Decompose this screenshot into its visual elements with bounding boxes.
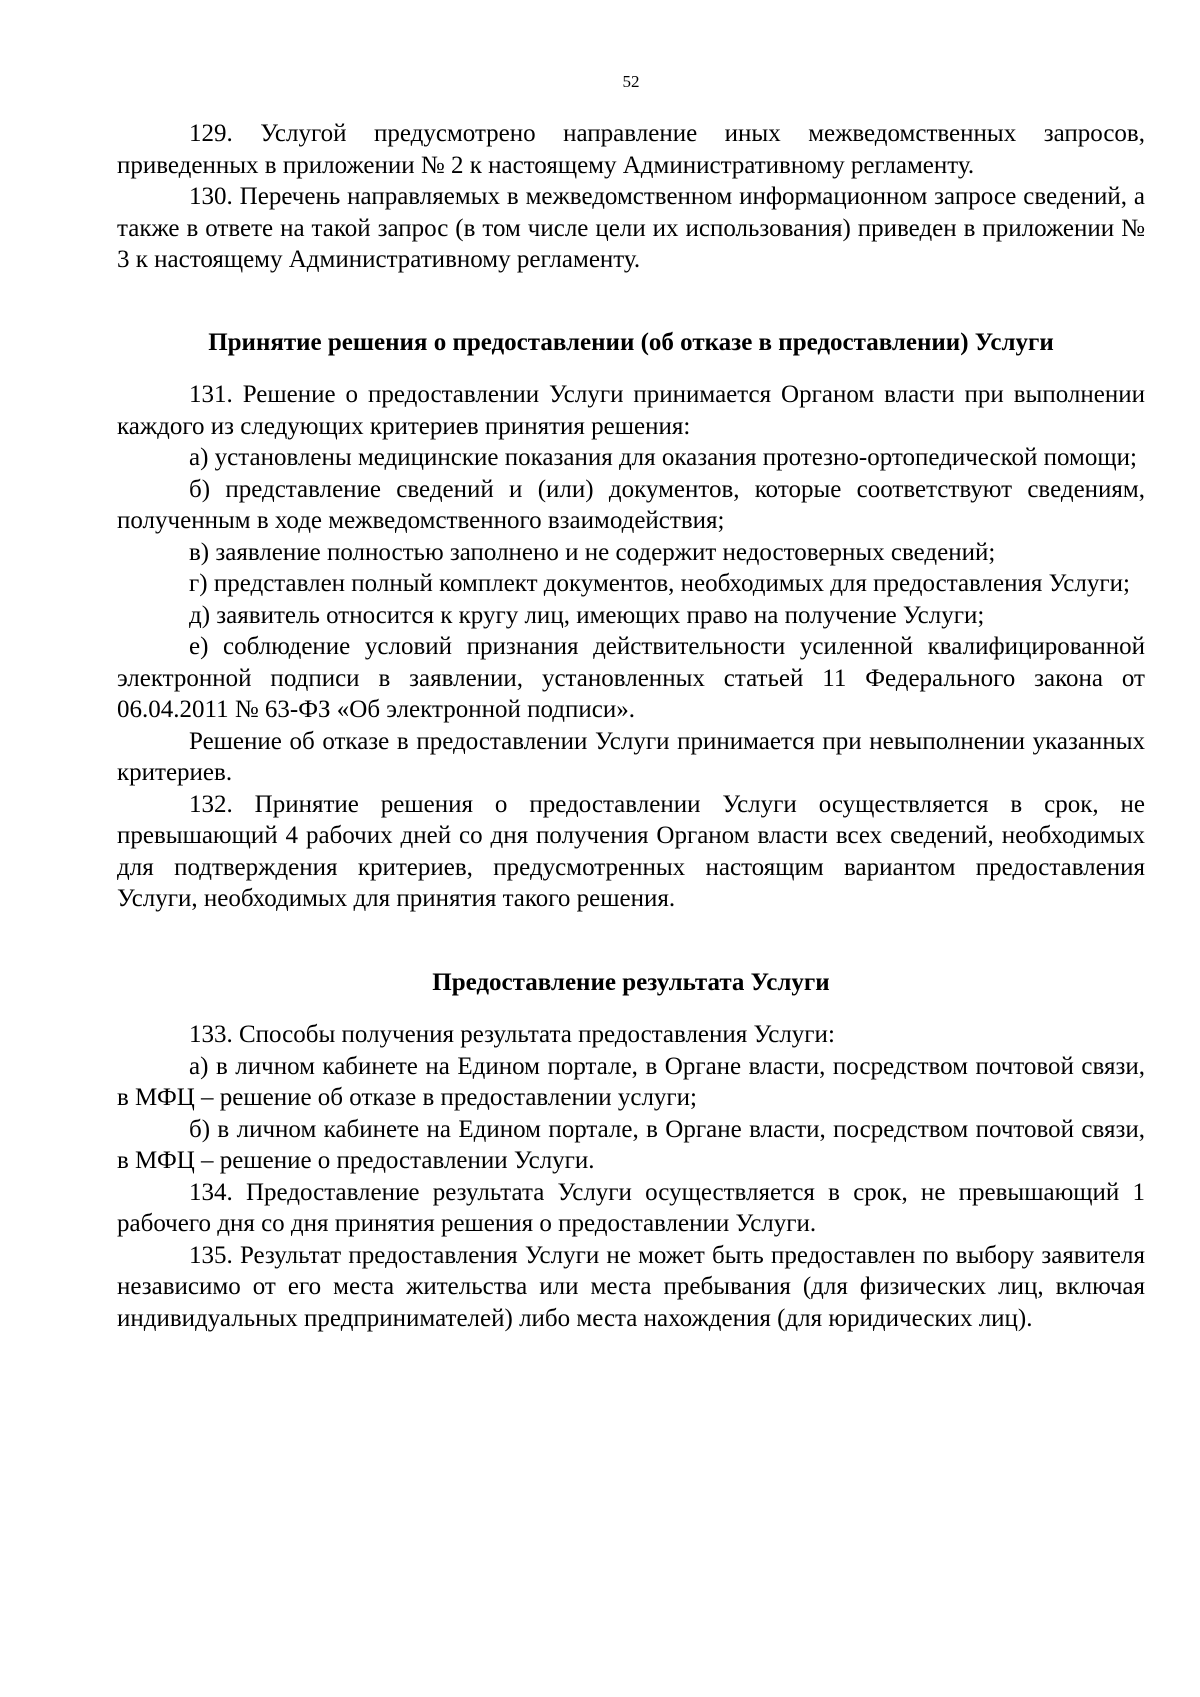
document-page [117,0,1145,1697]
section-heading-result: Предоставление результата Услуги [432,968,830,996]
criterion-a: а) установлены медицинские показания для оказания протезно-ортопедической помощи; [189,444,1137,471]
document-body [117,118,1145,1334]
criterion-b: б) представление сведений и (или) документов, которые соответствуют сведениям, полученным в ходе межведомственного взаимодействия; [117,475,1145,534]
section-heading-decision: Принятие решения о предоставлении (об отказе в предоставлении) Услуги [208,328,1054,356]
paragraph-133: 133. Способы получения результата предоставления Услуги: [189,1021,835,1048]
criterion-g: г) представлен полный комплект документов, необходимых для предоставления Услуги; [189,570,1130,597]
criterion-d: д) заявитель относится к кругу лиц, имеющих право на получение Услуги; [189,601,985,629]
paragraph-130: 130. Перечень направляемых в межведомственном информационном запросе сведений, а также в ответе на такой запрос (в том числе цели их использования) приведен в приложении № 3 к настоящему Административному регламенту. [117,183,1145,273]
criterion-e: е) соблюдение условий признания действительности усиленной квалифицированной электронной подписи в заявлении, установленных статьей 11 Федерального закона от 06.04.2011 № 63-ФЗ «Об электронной подписи». [117,633,1145,723]
paragraph-129: 129. Услугой предусмотрено направление иных межведомственных запросов, приведенных в приложении № 2 к настоящему Административному регламенту. [117,120,1145,179]
page-number: 52 [622,72,640,91]
paragraph-134: 134. Предоставление результата Услуги осуществляется в срок, не превышающий 1 рабочего дня со дня принятия решения о предоставлении Услуги. [117,1178,1145,1237]
method-b: б) в личном кабинете на Едином портале, в Органе власти, посредством почтовой связи, в МФЦ – решение о предоставлении Услуги. [117,1115,1145,1174]
paragraph-135: 135. Результат предоставления Услуги не может быть предоставлен по выбору заявителя независимо от его места жительства или места пребывания (для физических лиц, включая индивидуальных предпринимателей) либо места нахождения (для юридических лиц). [117,1241,1145,1332]
criterion-v: в) заявление полностью заполнено и не содержит недостоверных сведений; [189,538,996,566]
method-a: а) в личном кабинете на Едином портале, в Органе власти, посредством почтовой связи, в МФЦ – решение об отказе в предоставлении услуги; [117,1052,1145,1111]
section-result [117,967,1145,1335]
refusal-paragraph: Решение об отказе в предоставлении Услуги принимается при невыполнении указанных критериев. [117,727,1145,786]
section-decision [117,327,1145,915]
section-interagency-requests [117,118,1145,276]
paragraph-131: 131. Решение о предоставлении Услуги принимается Органом власти при выполнении каждого из следующих критериев принятия решения: [117,381,1145,440]
paragraph-132: 132. Принятие решения о предоставлении Услуги осуществляется в срок, не превышающий 4 рабочих дней со дня получения Органом власти всех сведений, необходимых для подтверждения критериев, предусмотренных настоящим вариантом предоставления Услуги, необходимых для принятия такого решения. [117,790,1145,912]
